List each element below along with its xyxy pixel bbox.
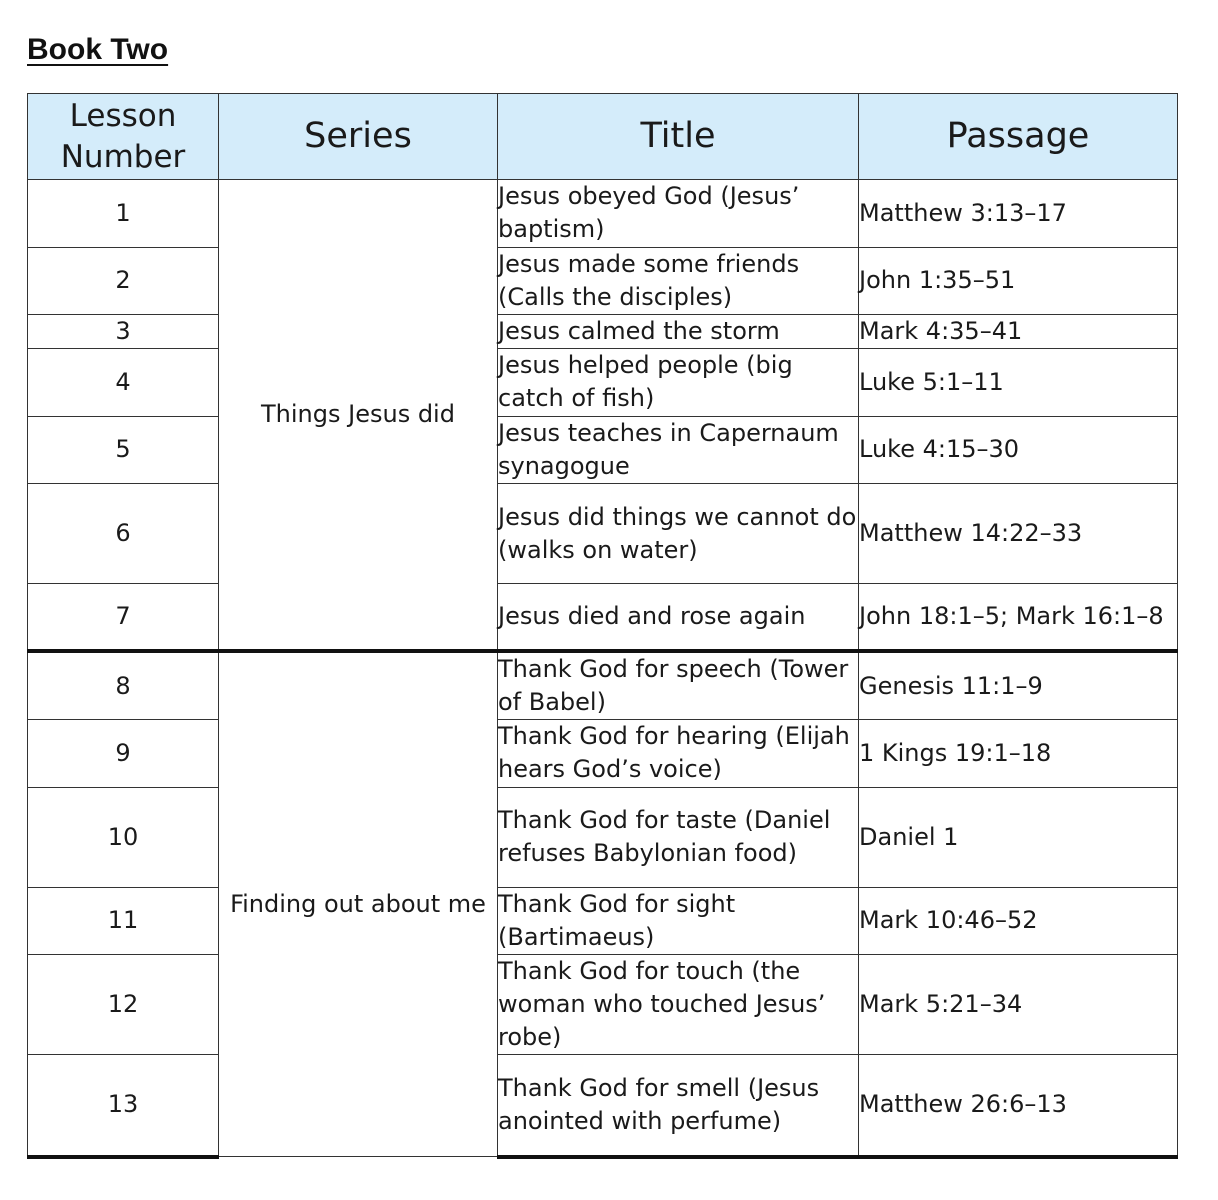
lesson-number: 11 — [28, 887, 219, 955]
lesson-passage: Mark 10:46–52 — [859, 887, 1178, 955]
lesson-passage: Daniel 1 — [859, 787, 1178, 887]
table-row — [28, 247, 1178, 315]
lesson-passage: Mark 4:35–41 — [859, 315, 1178, 349]
lesson-title: Jesus obeyed God (Jesus’ baptism) — [498, 180, 859, 248]
lesson-number: 6 — [28, 484, 219, 584]
lesson-title: Jesus did things we cannot do (walks on water) — [498, 484, 859, 584]
header-row — [28, 94, 1178, 180]
lesson-number: 1 — [28, 180, 219, 248]
lesson-number: 7 — [28, 584, 219, 652]
table-row — [28, 651, 1178, 720]
series-cell: Things Jesus did — [219, 180, 498, 652]
lesson-title: Thank God for sight (Bartimaeus) — [498, 887, 859, 955]
table-row — [28, 887, 1178, 955]
lesson-number: 12 — [28, 955, 219, 1055]
lesson-number: 4 — [28, 349, 219, 417]
lesson-title: Jesus made some friends (Calls the disciples) — [498, 247, 859, 315]
table-row — [28, 484, 1178, 584]
lesson-passage: Luke 4:15–30 — [859, 416, 1178, 484]
lesson-number: 3 — [28, 315, 219, 349]
table-row — [28, 720, 1178, 788]
lesson-passage: Genesis 11:1–9 — [859, 651, 1178, 720]
page-title: Book Two — [27, 33, 169, 66]
table-row — [28, 416, 1178, 484]
table-row — [28, 315, 1178, 349]
lesson-number: 2 — [28, 247, 219, 315]
lesson-passage: 1 Kings 19:1–18 — [859, 720, 1178, 788]
lesson-passage: Luke 5:1–11 — [859, 349, 1178, 417]
lesson-title: Thank God for speech (Tower of Babel) — [498, 651, 859, 720]
lesson-title: Jesus died and rose again — [498, 584, 859, 652]
lesson-passage: Matthew 14:22–33 — [859, 484, 1178, 584]
lessons-table — [27, 93, 1178, 1159]
lesson-number: 8 — [28, 651, 219, 720]
header-passage: Passage — [859, 94, 1178, 180]
table-row — [28, 349, 1178, 417]
lesson-title: Thank God for hearing (Elijah hears God’s voice) — [498, 720, 859, 788]
lesson-number: 5 — [28, 416, 219, 484]
lesson-title: Jesus teaches in Capernaum synagogue — [498, 416, 859, 484]
table-row — [28, 584, 1178, 652]
header-title: Title — [498, 94, 859, 180]
table-row — [28, 955, 1178, 1055]
lesson-number: 9 — [28, 720, 219, 788]
lesson-title: Jesus helped people (big catch of fish) — [498, 349, 859, 417]
table-row — [28, 787, 1178, 887]
series-cell: Finding out about me — [219, 651, 498, 1157]
lesson-passage: Matthew 3:13–17 — [859, 180, 1178, 248]
lesson-passage: Matthew 26:6–13 — [859, 1055, 1178, 1157]
lesson-passage: John 18:1–5; Mark 16:1–8 — [859, 584, 1178, 652]
lesson-passage: John 1:35–51 — [859, 247, 1178, 315]
lesson-title: Thank God for taste (Daniel refuses Babylonian food) — [498, 787, 859, 887]
lesson-passage: Mark 5:21–34 — [859, 955, 1178, 1055]
table-row — [28, 1055, 1178, 1157]
lesson-number: 13 — [28, 1055, 219, 1157]
lesson-title: Thank God for touch (the woman who touched Jesus’ robe) — [498, 955, 859, 1055]
header-series: Series — [219, 94, 498, 180]
table-row — [28, 180, 1178, 248]
lesson-title: Thank God for smell (Jesus anointed with perfume) — [498, 1055, 859, 1157]
lesson-number: 10 — [28, 787, 219, 887]
lesson-title: Jesus calmed the storm — [498, 315, 859, 349]
header-lesson-number: Lesson Number — [28, 94, 219, 180]
